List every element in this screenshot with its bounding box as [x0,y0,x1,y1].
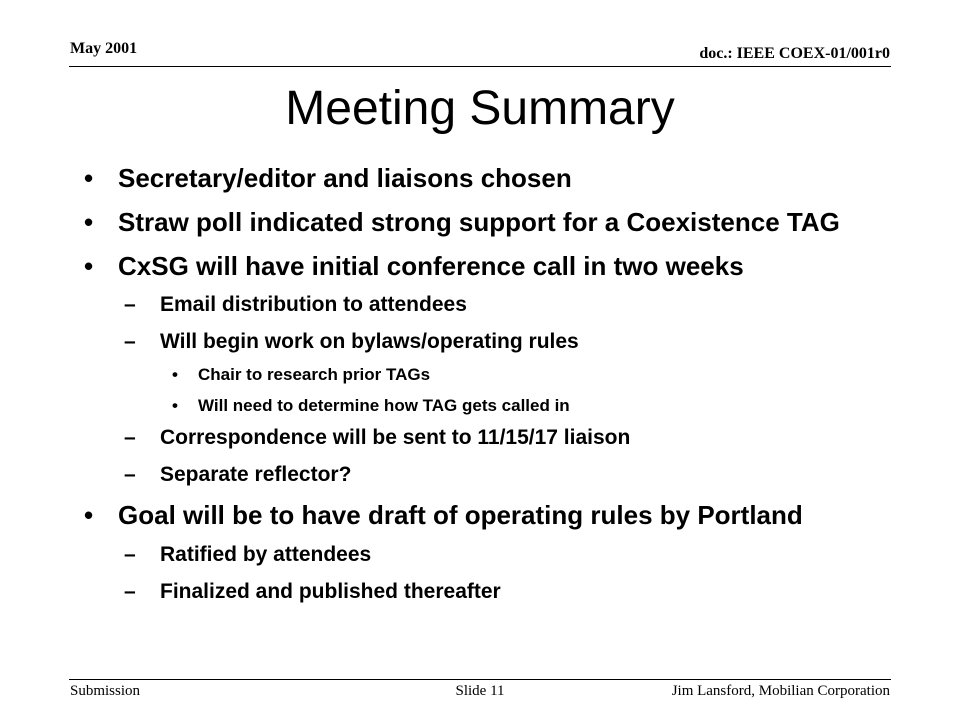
header-doc-id: doc.: IEEE COEX-01/001r0 [699,45,890,62]
sub-bullet-text: Finalized and published thereafter [160,580,501,603]
sub-bullet-text: Correspondence will be sent to 11/15/17 liaison [160,426,631,449]
sub-bullet-item [84,425,884,451]
bullet-item [84,162,884,194]
bullet-marker: • [84,207,94,237]
dash-marker: – [124,330,136,353]
footer-slide-number: Slide 11 [455,683,505,699]
sub-bullet-item [84,542,884,568]
dash-marker: – [124,293,136,316]
slide-body [84,162,884,605]
footer-submission: Submission [70,683,141,699]
dash-marker: – [124,580,136,603]
bullet-item [84,250,884,282]
bullet-text: CxSG will have initial conference call in two weeks [118,251,744,281]
sub-sub-bullet-text: Will need to determine how TAG gets called in [198,396,570,415]
sub-bullet-item [84,329,884,355]
sub-bullet-text: Ratified by attendees [160,543,372,566]
sub-bullet-item [84,292,884,318]
sub-bullet-text: Email distribution to attendees [160,293,467,316]
bullet-item [84,499,884,531]
bullet-marker: • [84,251,94,281]
sub-bullet-item [84,462,884,488]
header-date: May 2001 [70,40,138,57]
sub-sub-bullet-text: Chair to research prior TAGs [198,365,431,384]
bullet-text: Secretary/editor and liaisons chosen [118,163,572,193]
footer-author: Jim Lansford, Mobilian Corporation [671,683,890,699]
dash-marker: – [124,543,136,566]
bullet-marker: • [84,500,94,530]
sub-bullet-item [84,579,884,605]
header-divider [69,66,891,67]
bullet-text: Goal will be to have draft of operating rules by Portland [118,500,803,530]
bullet-item [84,206,884,238]
dash-marker: – [124,463,136,486]
bullet-marker: • [84,163,94,193]
sub-bullet-text: Separate reflector? [160,463,352,486]
bullet-marker: • [172,396,178,415]
bullet-text: Straw poll indicated strong support for a Coexistence TAG [118,207,840,237]
bullet-marker: • [172,365,178,384]
sub-sub-bullet-item [84,364,884,386]
dash-marker: – [124,426,136,449]
footer-divider [69,679,891,680]
slide-title: Meeting Summary [285,82,675,135]
sub-bullet-text: Will begin work on bylaws/operating rules [160,330,579,353]
sub-sub-bullet-item [84,395,884,417]
